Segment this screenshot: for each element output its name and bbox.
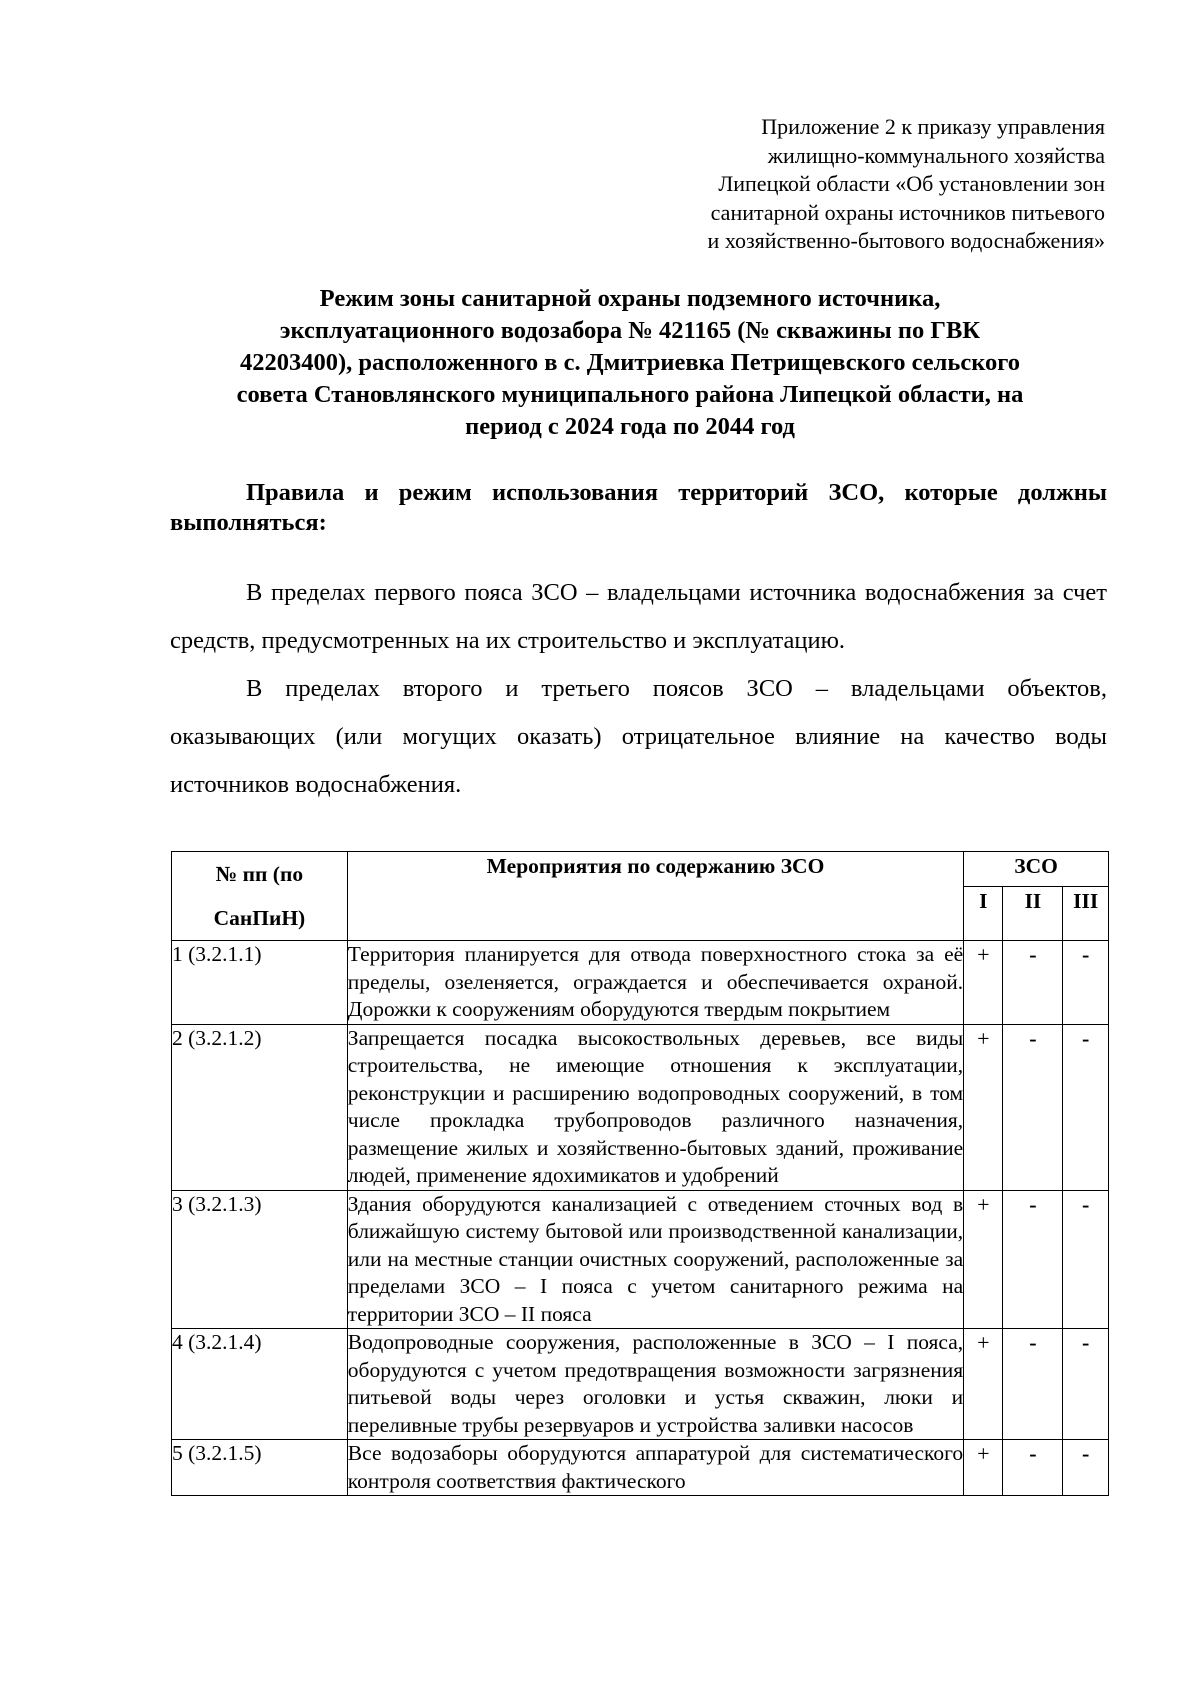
row-number: 3 (3.2.1.3) xyxy=(172,1190,348,1329)
row-number: 1 (3.2.1.1) xyxy=(172,941,348,1025)
row-belt-2: - xyxy=(1003,1190,1063,1329)
title-line: 42203400), расположенного в с. Дмитриевка Петрищевского сельского xyxy=(239,349,1021,376)
table-row xyxy=(172,941,1109,1025)
row-belt-3: - xyxy=(1063,1329,1109,1440)
row-number: 5 (3.2.1.5) xyxy=(172,1440,348,1496)
header-number-line: СанПиН) xyxy=(213,906,306,930)
title-line: совета Становлянского муниципального района Липецкой области, на xyxy=(236,381,1024,408)
header-zso: ЗСО xyxy=(964,852,1109,887)
row-belt-2: - xyxy=(1003,1329,1063,1440)
row-measure: Территория планируется для отвода поверхностного стока за её пределы, озеленяется, ограждается и обеспечивается охраной. Дорожки к сооружениям оборудуются твердым покрытием xyxy=(347,941,963,1025)
title-line: Режим зоны санитарной охраны подземного источника, xyxy=(319,285,941,312)
appendix-line: Приложение 2 к приказу управления xyxy=(761,114,1105,139)
row-measure: Все водозаборы оборудуются аппаратурой для систематического контроля соответствия фактического xyxy=(347,1440,963,1496)
header-number xyxy=(172,852,348,941)
header-number-line: № пп (по xyxy=(215,862,304,886)
row-measure: Запрещается посадка высокоствольных деревьев, все виды строительства, не имеющие отношения к эксплуатации, реконструкции и расширению водопроводных сооружений, в том числе прокладка трубопроводов различного назначения, размещение жилых и хозяйственно-бытовых зданий, проживание людей, применение ядохимикатов и удобрений xyxy=(347,1024,963,1190)
header-belt-2: II xyxy=(1003,887,1063,941)
header-belt-3: III xyxy=(1063,887,1109,941)
appendix-line: и хозяйственно-бытового водоснабжения» xyxy=(707,228,1105,253)
row-belt-1: + xyxy=(964,1024,1003,1190)
row-belt-1: + xyxy=(964,1190,1003,1329)
rules-heading: Правила и режим использования территорий ЗСО, которые должны выполняться: xyxy=(170,479,1107,536)
row-number: 4 (3.2.1.4) xyxy=(172,1329,348,1440)
row-belt-3: - xyxy=(1063,1024,1109,1190)
row-measure: Водопроводные сооружения, расположенные в ЗСО – I пояса, оборудуются с учетом предотвращения возможности загрязнения питьевой воды через оголовки и устья скважин, люки и переливные трубы резервуаров и устройства заливки насосов xyxy=(347,1329,963,1440)
appendix-line: санитарной охраны источников питьевого xyxy=(710,199,1105,225)
row-measure: Здания оборудуются канализацией с отведением сточных вод в ближайшую систему бытовой или производственной канализации, или на местные станции очистных сооружений, расположенные за пределами ЗСО – I пояса с учетом санитарного режима на территории ЗСО – II пояса xyxy=(347,1190,963,1329)
paragraph-second-third-belts: В пределах второго и третьего поясов ЗСО – владельцами объектов, оказывающих (или могущих оказать) отрицательное влияние на качество воды источников водоснабжения. xyxy=(170,675,1107,798)
header-measures: Мероприятия по содержанию ЗСО xyxy=(347,852,963,941)
row-belt-3: - xyxy=(1063,1190,1109,1329)
title-line: период с 2024 года по 2044 год xyxy=(465,413,795,440)
row-belt-1: + xyxy=(964,1329,1003,1440)
appendix-note xyxy=(625,113,1105,256)
table-row xyxy=(172,1190,1109,1329)
row-belt-2: - xyxy=(1003,1024,1063,1190)
row-belt-1: + xyxy=(964,941,1003,1025)
table-row xyxy=(172,1440,1109,1496)
row-number: 2 (3.2.1.2) xyxy=(172,1024,348,1190)
row-belt-1: + xyxy=(964,1440,1003,1496)
title-line: эксплуатационного водозабора № 421165 (№ скважины по ГВК xyxy=(279,317,981,344)
paragraph-first-belt: В пределах первого пояса ЗСО – владельцами источника водоснабжения за счет средств, предусмотренных на их строительство и эксплуатацию. xyxy=(170,579,1107,654)
header-belt-1: I xyxy=(964,887,1003,941)
row-belt-2: - xyxy=(1003,1440,1063,1496)
row-belt-3: - xyxy=(1063,1440,1109,1496)
appendix-line: Липецкой области «Об установлении зон xyxy=(718,171,1105,196)
table-header-row xyxy=(172,852,1109,887)
zso-measures-table xyxy=(171,851,1109,1496)
row-belt-2: - xyxy=(1003,941,1063,1025)
document-title xyxy=(170,283,1090,443)
appendix-line: жилищно-коммунального хозяйства xyxy=(767,142,1105,168)
table-row xyxy=(172,1329,1109,1440)
row-belt-3: - xyxy=(1063,941,1109,1025)
table-row xyxy=(172,1024,1109,1190)
